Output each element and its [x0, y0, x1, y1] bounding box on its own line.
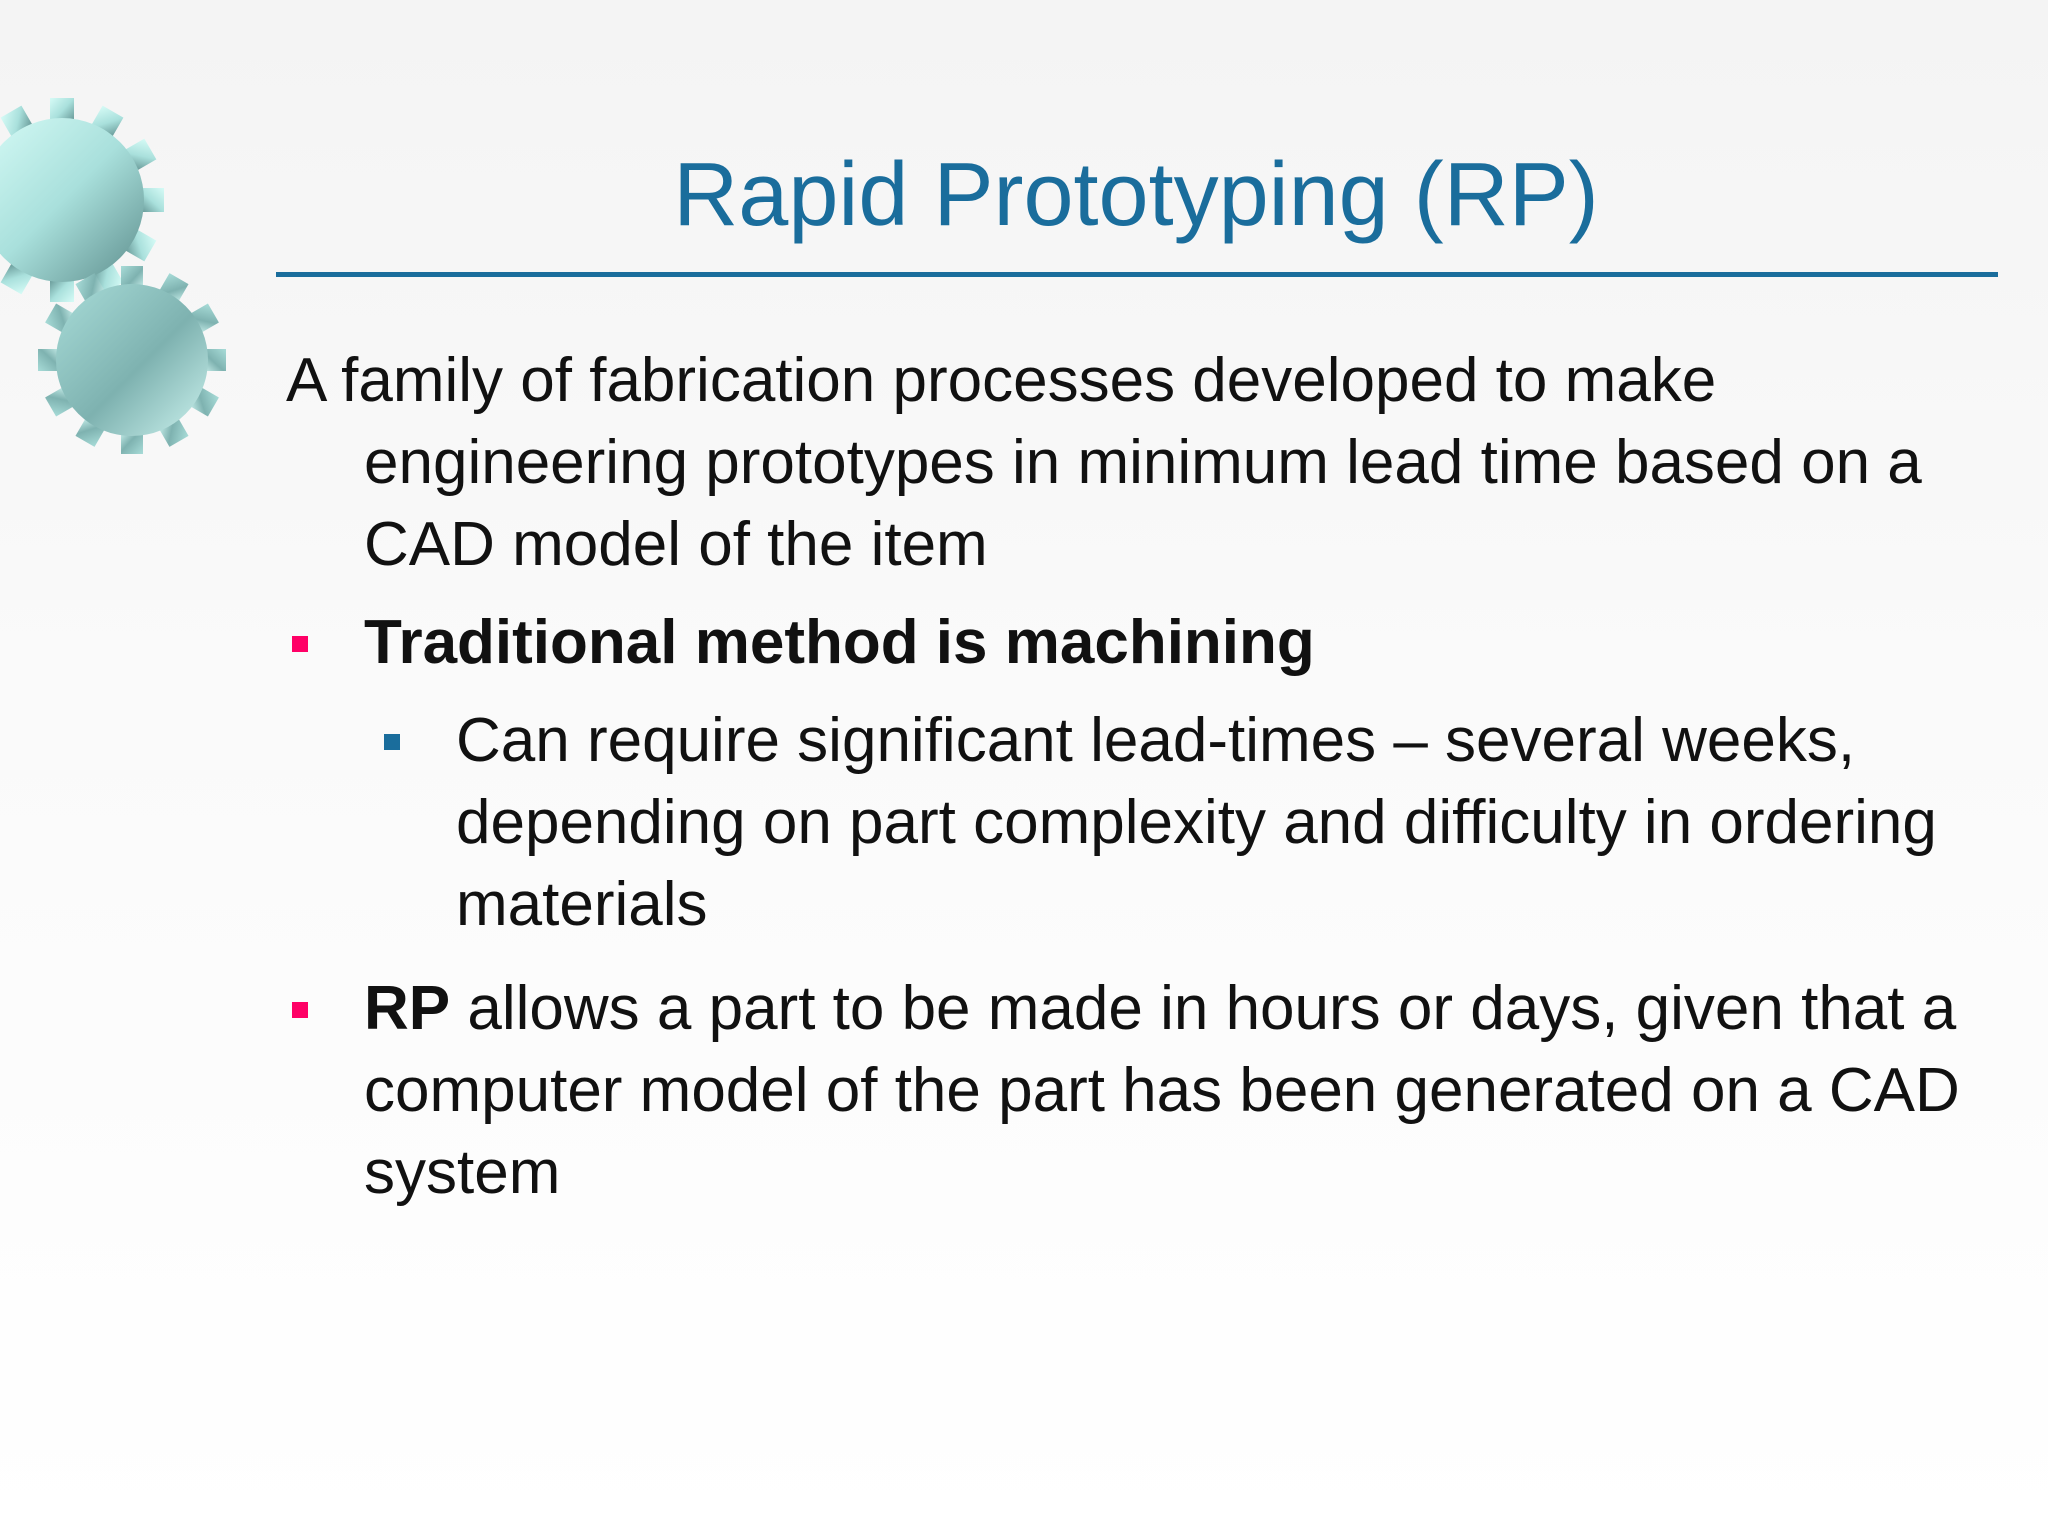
slide-body [286, 340, 1986, 1230]
slide-title: Rapid Prototyping (RP) [673, 145, 1599, 245]
square-bullet-icon [292, 636, 308, 652]
bullet-item [286, 968, 1986, 1214]
bullet-item [286, 602, 1986, 684]
sub-bullet-text: Can require significant lead-times – several weeks, depending on part complexity and difficulty in ordering materials [456, 706, 1937, 939]
square-bullet-icon [292, 1002, 308, 1018]
intro-paragraph: A family of fabrication processes developed to make engineering prototypes in minimum lead time based on a CAD model of the item [286, 346, 1922, 579]
bullet-text: allows a part to be made in hours or days, given that a computer model of the part has been generated on a CAD system [364, 974, 1960, 1207]
title-divider [276, 272, 1998, 277]
bullet-lead-term: RP [364, 974, 451, 1043]
gears-icon [0, 0, 260, 480]
sub-bullet-item [378, 700, 1986, 946]
square-bullet-icon [384, 734, 400, 750]
bullet-text: Traditional method is machining [364, 608, 1315, 677]
